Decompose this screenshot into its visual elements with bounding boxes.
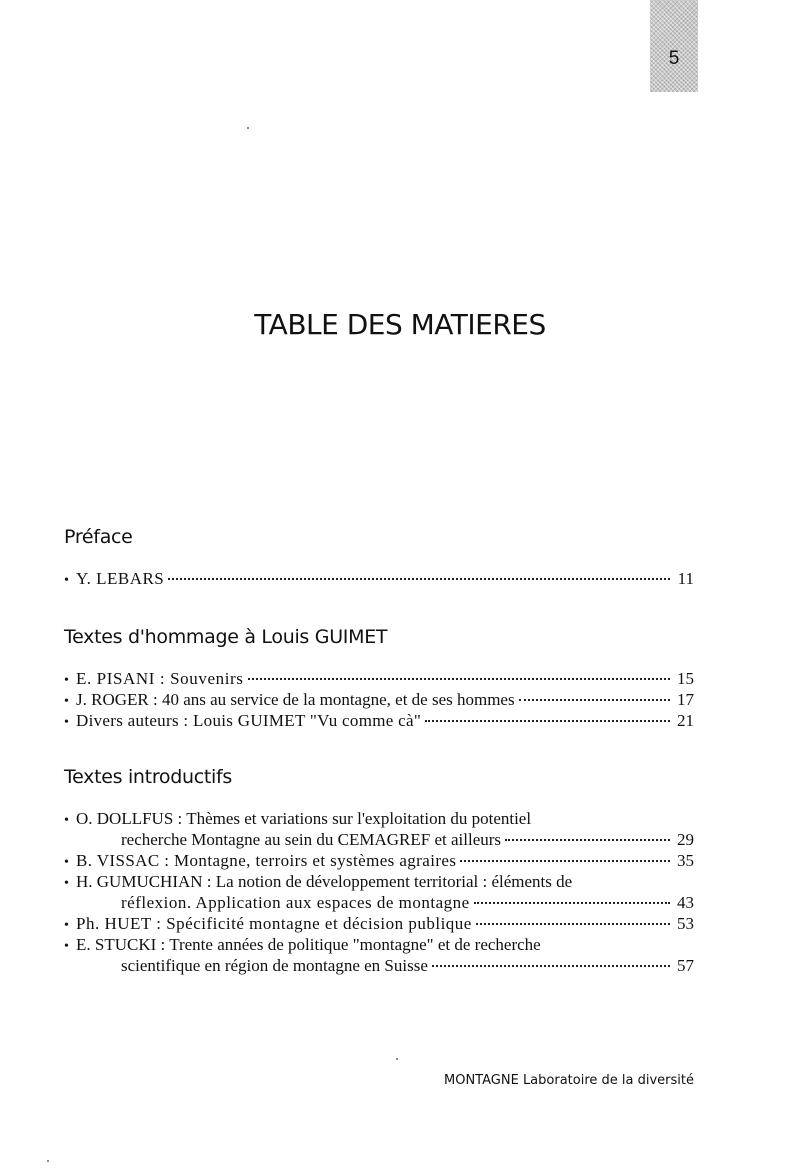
- toc-entry[interactable]: [64, 710, 694, 731]
- toc-entry-text: scientifique en région de montagne en Suisse: [121, 956, 428, 975]
- footer-prefix: MONTAGNE: [444, 1073, 519, 1088]
- toc-entry-continuation[interactable]: [64, 829, 694, 850]
- toc-list-preface: [64, 568, 694, 589]
- toc-page-number: 11: [677, 569, 694, 588]
- toc-entry[interactable]: [64, 689, 694, 710]
- bullet-icon: •: [64, 939, 69, 954]
- page-number: 5: [668, 48, 680, 69]
- dot-leader: [460, 860, 670, 862]
- toc-entry-text: B. VISSAC : Montagne, terroirs et systèmes agraires: [76, 851, 457, 870]
- toc-entry-text: Y. LEBARS: [76, 569, 165, 588]
- toc-page-number: 57: [677, 956, 694, 975]
- toc-entry-text: E. STUCKI : Trente années de politique "montagne" et de recherche: [76, 935, 541, 954]
- footer-running-title: [444, 1073, 694, 1088]
- toc-page-number: 17: [677, 690, 694, 709]
- toc-entry-line[interactable]: [64, 934, 694, 955]
- toc-entry-text: Divers auteurs : Louis GUIMET "Vu comme cà": [76, 711, 422, 730]
- toc-list-hommage: [64, 668, 694, 731]
- toc-entry-continuation[interactable]: [64, 955, 694, 976]
- bullet-icon: •: [64, 918, 69, 933]
- bullet-icon: •: [64, 813, 69, 828]
- toc-page-number: 21: [677, 711, 694, 730]
- toc-page-number: 53: [677, 914, 694, 933]
- dot-leader: [425, 720, 670, 722]
- toc-entry-text: J. ROGER : 40 ans au service de la montagne, et de ses hommes: [76, 690, 515, 709]
- page-number-tab: [650, 0, 698, 92]
- toc-entry-line[interactable]: [64, 808, 694, 829]
- bullet-icon: •: [64, 694, 69, 709]
- dot-leader: [248, 678, 671, 680]
- bullet-icon: •: [64, 673, 69, 688]
- toc-entry-line[interactable]: [64, 871, 694, 892]
- section-heading-hommage: Textes d'hommage à Louis GUIMET: [64, 626, 388, 648]
- dot-leader: [168, 578, 670, 580]
- dot-leader: [474, 902, 670, 904]
- toc-page-number: 29: [677, 830, 694, 849]
- toc-page-number: 15: [677, 669, 694, 688]
- bullet-icon: •: [64, 855, 69, 870]
- page-title: TABLE DES MATIERES: [254, 308, 546, 341]
- toc-entry-text: H. GUMUCHIAN : La notion de développement territorial : éléments de: [76, 872, 573, 891]
- toc-entry-text: E. PISANI : Souvenirs: [76, 669, 244, 688]
- scan-speck: [396, 1058, 398, 1060]
- dot-leader: [505, 839, 670, 841]
- section-heading-preface: Préface: [64, 526, 133, 548]
- dot-leader: [519, 699, 670, 701]
- dot-leader: [432, 965, 670, 967]
- bullet-icon: •: [64, 876, 69, 891]
- toc-entry-text: recherche Montagne au sein du CEMAGREF et ailleurs: [121, 830, 502, 849]
- dot-leader: [476, 923, 670, 925]
- toc-page-number: 43: [677, 893, 694, 912]
- toc-entry[interactable]: [64, 850, 694, 871]
- section-heading-introductifs: Textes introductifs: [64, 766, 233, 788]
- toc-list-introductifs: [64, 808, 694, 976]
- bullet-icon: •: [64, 715, 69, 730]
- scan-speck: [47, 1160, 49, 1162]
- toc-entry[interactable]: [64, 568, 694, 589]
- toc-entry[interactable]: [64, 913, 694, 934]
- footer-subtitle: Laboratoire de la diversité: [522, 1073, 694, 1088]
- toc-page-number: 35: [677, 851, 694, 870]
- toc-entry-text: O. DOLLFUS : Thèmes et variations sur l'exploitation du potentiel: [76, 809, 532, 828]
- toc-entry-continuation[interactable]: [64, 892, 694, 913]
- toc-entry[interactable]: [64, 668, 694, 689]
- toc-entry-text: Ph. HUET : Spécificité montagne et décision publique: [76, 914, 472, 933]
- scan-speck: [247, 127, 249, 129]
- bullet-icon: •: [64, 573, 69, 588]
- toc-entry-text: réflexion. Application aux espaces de montagne: [121, 893, 470, 912]
